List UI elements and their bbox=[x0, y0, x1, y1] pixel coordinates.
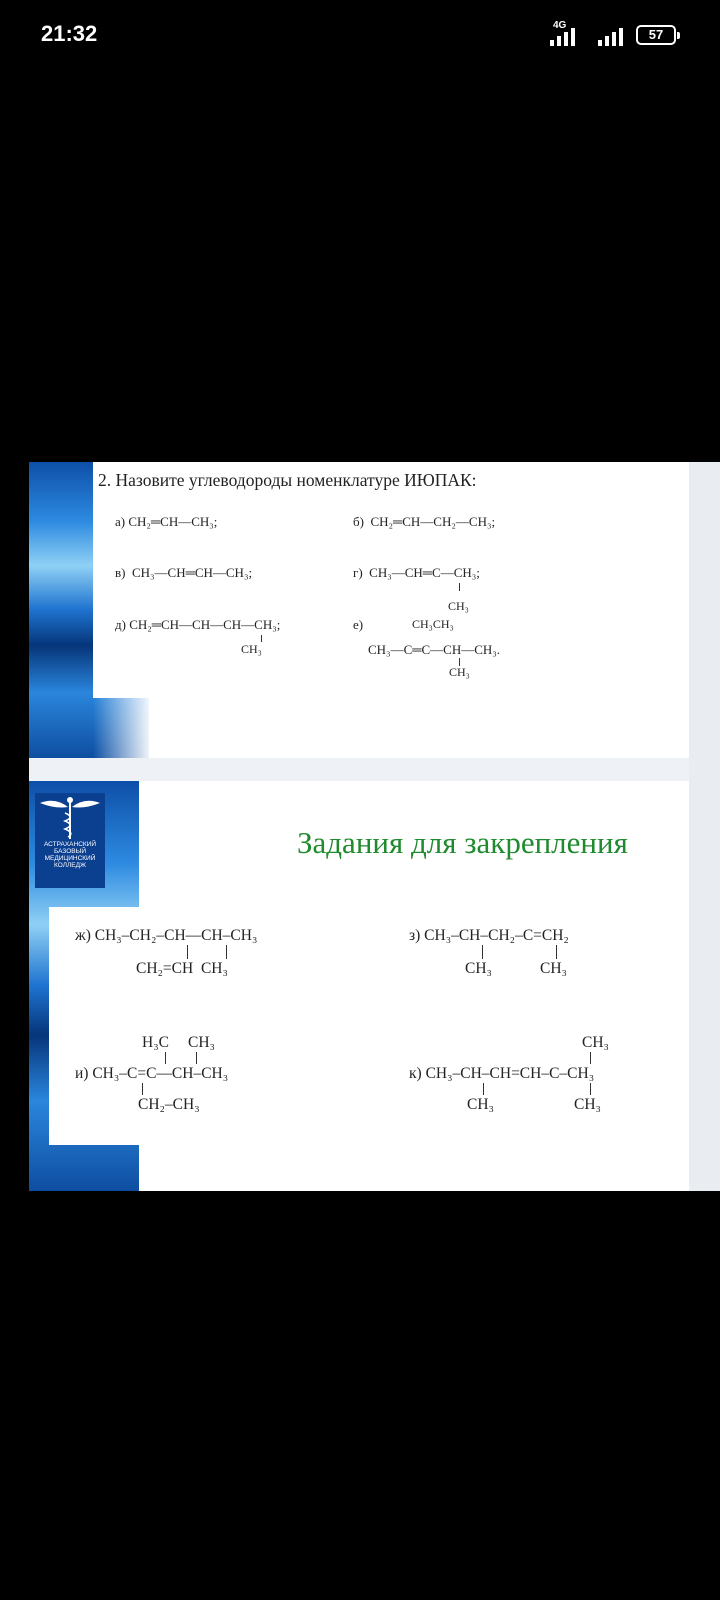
formula-e: CH₃—C═C—CH—CH₃. bbox=[368, 642, 501, 657]
formula-zh-substituents: CH₂=CH CH₃ bbox=[136, 960, 228, 977]
formula-k-substituent-2: CH₃ bbox=[574, 1096, 601, 1113]
formula-i-top-1: H₃C bbox=[142, 1034, 169, 1051]
formula-z: з) CH₃–CH–CH₂–C=CH₂ bbox=[409, 927, 569, 944]
formula-g: г) CH₃—CH═C—CH₃; bbox=[353, 565, 480, 580]
formula-k-top: CH₃ bbox=[582, 1034, 609, 1051]
signal-icon bbox=[550, 26, 584, 46]
formula-i-substituent: CH₂–CH₃ bbox=[138, 1096, 200, 1113]
formula-g-substituent: CH₃ bbox=[448, 599, 469, 613]
caduceus-icon bbox=[35, 793, 105, 841]
network-type: 4G bbox=[553, 20, 567, 31]
formula-k: к) CH₃–CH–CH=CH–C–CH₃ bbox=[409, 1065, 595, 1082]
formula-e-label: е) bbox=[353, 617, 364, 632]
slide-exercise-2 bbox=[29, 462, 689, 758]
battery-icon bbox=[636, 25, 676, 45]
slide-separator bbox=[29, 758, 689, 781]
formula-zh: ж) CH₃–CH₂–CH—CH–CH₃ bbox=[75, 927, 258, 944]
signal-icon-sim2 bbox=[598, 26, 632, 46]
formula-z-substituent-1: CH₃ bbox=[465, 960, 492, 977]
formula-a: а) CH₂═CH—CH₃; bbox=[115, 514, 218, 529]
college-name: АСТРАХАНСКИЙ БАЗОВЫЙ МЕДИЦИНСКИЙ КОЛЛЕДЖ bbox=[43, 841, 97, 869]
page-margin bbox=[689, 462, 720, 1191]
formula-e-bottom: CH₃ bbox=[449, 665, 470, 679]
formula-b: б) CH₂═CH—CH₂—CH₃; bbox=[353, 514, 496, 529]
slide-title: Задания для закрепления bbox=[297, 825, 628, 860]
clock: 21:32 bbox=[41, 21, 98, 46]
status-bar bbox=[0, 0, 720, 70]
formula-d-substituent: CH₃ bbox=[241, 642, 262, 656]
formula-e-top: CH₃CH₃ bbox=[412, 617, 454, 631]
formula-v: в) CH₃—CH═CH—CH₃; bbox=[115, 565, 253, 580]
slide-heading: 2. Назовите углеводороды номенклатуре ИЮПАК: bbox=[98, 470, 477, 490]
battery-level: 57 bbox=[648, 27, 664, 42]
formula-i-top-2: CH₃ bbox=[188, 1034, 215, 1051]
formula-i: и) CH₃–C=C—CH–CH₃ bbox=[75, 1065, 229, 1082]
formula-d: д) CH₂═CH—CH—CH—CH₃; bbox=[115, 617, 281, 632]
college-logo bbox=[35, 793, 105, 888]
slide-tasks bbox=[29, 781, 689, 1191]
formula-z-substituent-2: CH₃ bbox=[540, 960, 567, 977]
formula-k-substituent-1: CH₃ bbox=[467, 1096, 494, 1113]
